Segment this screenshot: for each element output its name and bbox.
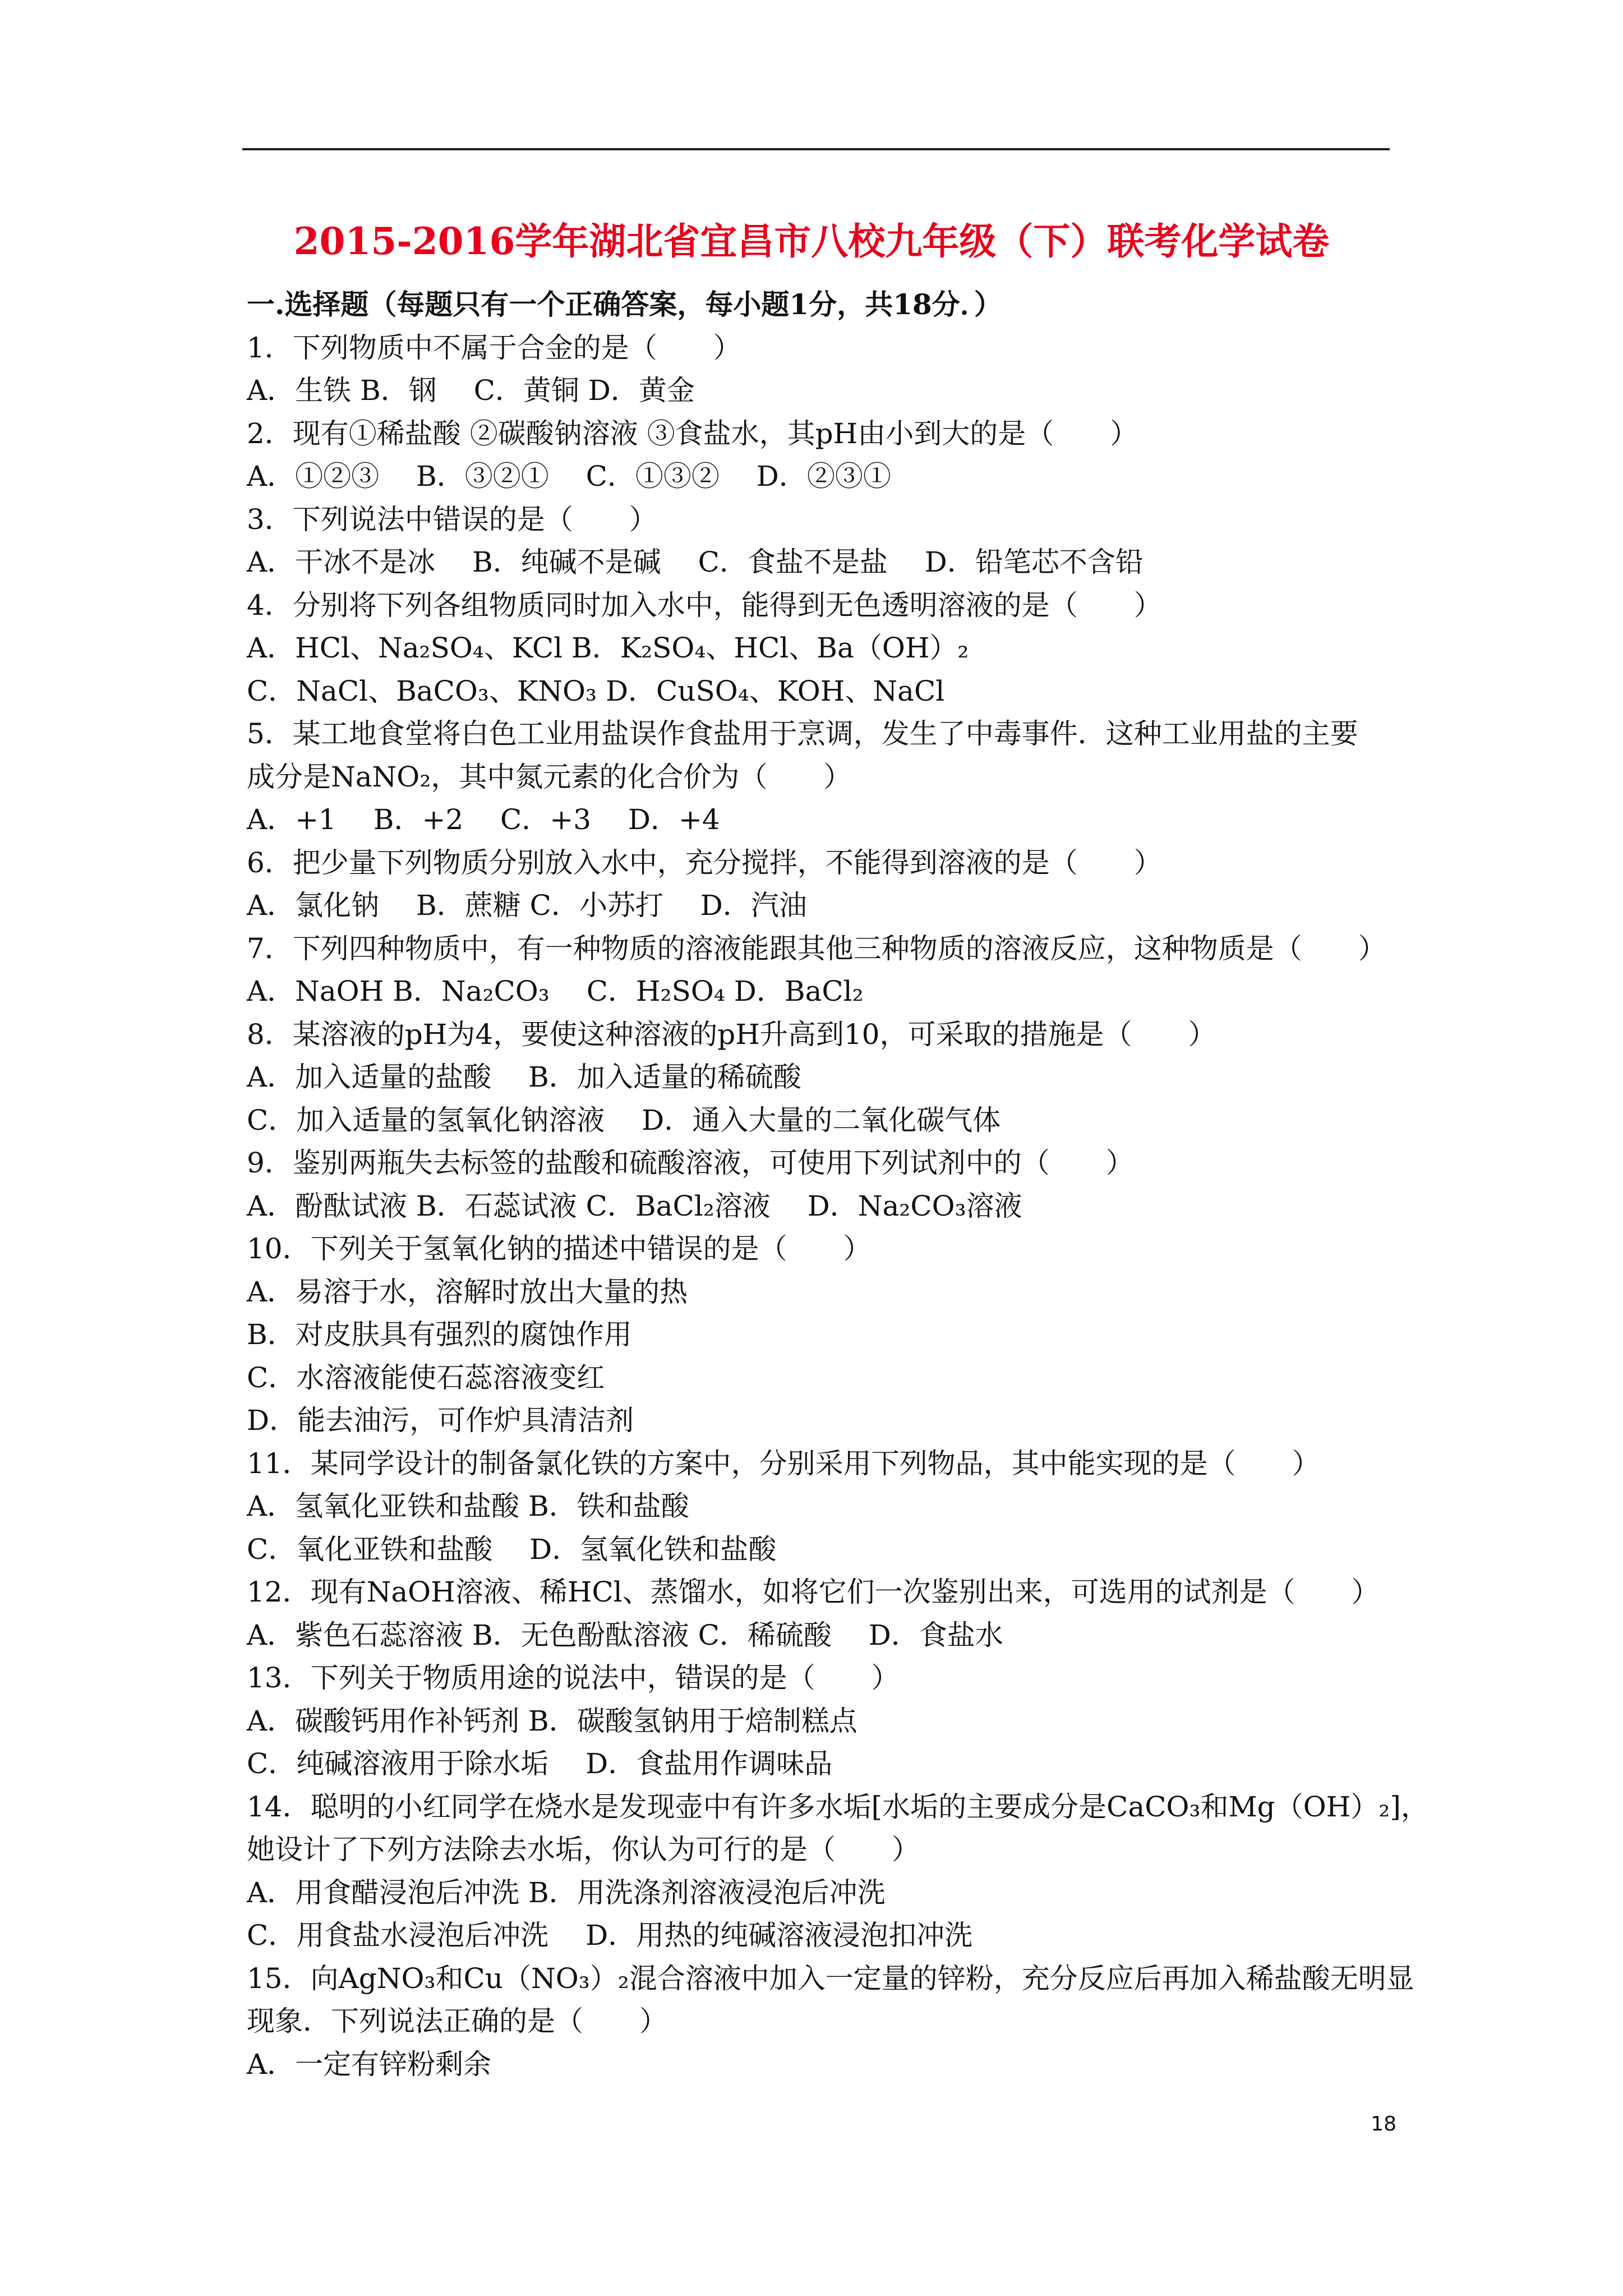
text-line: A．一定有锌粉剩余	[247, 2047, 492, 2081]
text-line: 12．现有NaOH溶液、稀HCl、蒸馏水，如将它们一次鉴别出来，可选用的试剂是（ ）	[247, 1576, 1380, 1608]
text-line: B．对皮肤具有强烈的腐蚀作用	[247, 1318, 632, 1351]
text-line: 7．下列四种物质中，有一种物质的溶液能跟其他三种物质的溶液反应，这种物质是（ ）	[247, 932, 1386, 965]
text-line: A．NaOH B．Na₂CO₃ C．H₂SO₄ D．BaCl₂	[247, 975, 864, 1007]
text-line: A．用食醋浸泡后冲洗 B．用洗涤剂溶液浸泡后冲洗	[247, 1876, 886, 1909]
text-line: 现象．下列说法正确的是（ ）	[247, 2005, 667, 2037]
page-title: 2015-2016学年湖北省宜昌市八校九年级（下）联考化学试卷	[293, 219, 1330, 263]
text-line: 4．分别将下列各组物质同时加入水中，能得到无色透明溶液的是（ ）	[247, 588, 1162, 622]
question-body	[247, 283, 1429, 2086]
text-line: 成分是NaNO₂，其中氮元素的化合价为（ ）	[247, 760, 852, 793]
text-line: C．水溶液能使石蕊溶液变红	[247, 1361, 605, 1394]
text-line: 3．下列说法中错误的是（ ）	[247, 503, 657, 536]
text-line: 1．下列物质中不属于合金的是（ ）	[247, 331, 741, 364]
text-line: C．加入适量的氢氧化钠溶液 D．通入大量的二氧化碳气体	[247, 1103, 1001, 1137]
page-number: 18	[1371, 2113, 1396, 2136]
text-line: 6．把少量下列物质分别放入水中，充分搅拌，不能得到溶液的是（ ）	[247, 846, 1162, 879]
text-line: A．+1 B．+2 C．+3 D．+4	[247, 803, 720, 836]
text-line: A．干冰不是冰 B．纯碱不是碱 C．食盐不是盐 D．铅笔芯不含铅	[247, 546, 1144, 578]
text-line: A．易溶于水，溶解时放出大量的热	[247, 1275, 688, 1308]
text-line: C．纯碱溶液用于除水垢 D．食盐用作调味品	[247, 1747, 833, 1780]
text-line: A．氢氧化亚铁和盐酸 B．铁和盐酸	[247, 1490, 689, 1522]
text-line: A．碳酸钙用作补钙剂 B．碳酸氢钠用于焙制糕点	[247, 1704, 857, 1737]
text-line: 15．向AgNO₃和Cu（NO₃）₂混合溶液中加入一定量的锌粉，充分反应后再加入稀盐酸无明显	[247, 1962, 1414, 1995]
text-line: 10．下列关于氢氧化钠的描述中错误的是（ ）	[247, 1232, 872, 1265]
text-line: 13．下列关于物质用途的说法中，错误的是（ ）	[247, 1662, 900, 1694]
text-line: 2．现有①稀盐酸 ②碳酸钠溶液 ③食盐水，其pH由小到大的是（ ）	[247, 417, 1138, 450]
text-line: C．用食盐水浸泡后冲洗 D．用热的纯碱溶液浸泡扣冲洗	[247, 1919, 973, 1952]
text-line: 14．聪明的小红同学在烧水是发现壶中有许多水垢[水垢的主要成分是CaCO₃和Mg（OH）₂]，	[247, 1790, 1429, 1823]
text-line: 她设计了下列方法除去水垢，你认为可行的是（ ）	[247, 1833, 920, 1866]
section-heading: 一.选择题（每题只有一个正确答案，每小题1分，共18分．）	[247, 288, 1002, 321]
text-line: A．紫色石蕊溶液 B．无色酚酞溶液 C．稀硫酸 D．食盐水	[247, 1618, 1003, 1651]
text-line: 8．某溶液的pH为4，要使这种溶液的pH升高到10，可采取的措施是（ ）	[247, 1018, 1216, 1051]
text-line: A．①②③ B．③②① C．①③② D．②③①	[247, 460, 891, 493]
header-rule	[242, 148, 1390, 150]
text-line: A．加入适量的盐酸 B．加入适量的稀硫酸	[247, 1061, 801, 1093]
text-line: A．生铁 B．钢 C．黄铜 D．黄金	[247, 374, 695, 407]
text-line: 5．某工地食堂将白色工业用盐误作食盐用于烹调，发生了中毒事件．这种工业用盐的主要	[247, 717, 1358, 750]
text-line: 11．某同学设计的制备氯化铁的方案中，分别采用下列物品，其中能实现的是（ ）	[247, 1447, 1320, 1480]
text-line: A．氯化钠 B．蔗糖 C．小苏打 D．汽油	[247, 889, 807, 922]
text-line: C．氧化亚铁和盐酸 D．氢氧化铁和盐酸	[247, 1533, 777, 1566]
text-line: A．酚酞试液 B．石蕊试液 C．BaCl₂溶液 D．Na₂CO₃溶液	[247, 1189, 1022, 1222]
text-line: A．HCl、Na₂SO₄、KCl B．K₂SO₄、HCl、Ba（OH）₂	[247, 632, 969, 664]
text-line: 9．鉴别两瓶失去标签的盐酸和硫酸溶液，可使用下列试剂中的（ ）	[247, 1147, 1134, 1179]
text-line: D．能去油污，可作炉具清洁剂	[247, 1404, 634, 1437]
text-line: C．NaCl、BaCO₃、KNO₃ D．CuSO₄、KOH、NaCl	[247, 674, 945, 707]
